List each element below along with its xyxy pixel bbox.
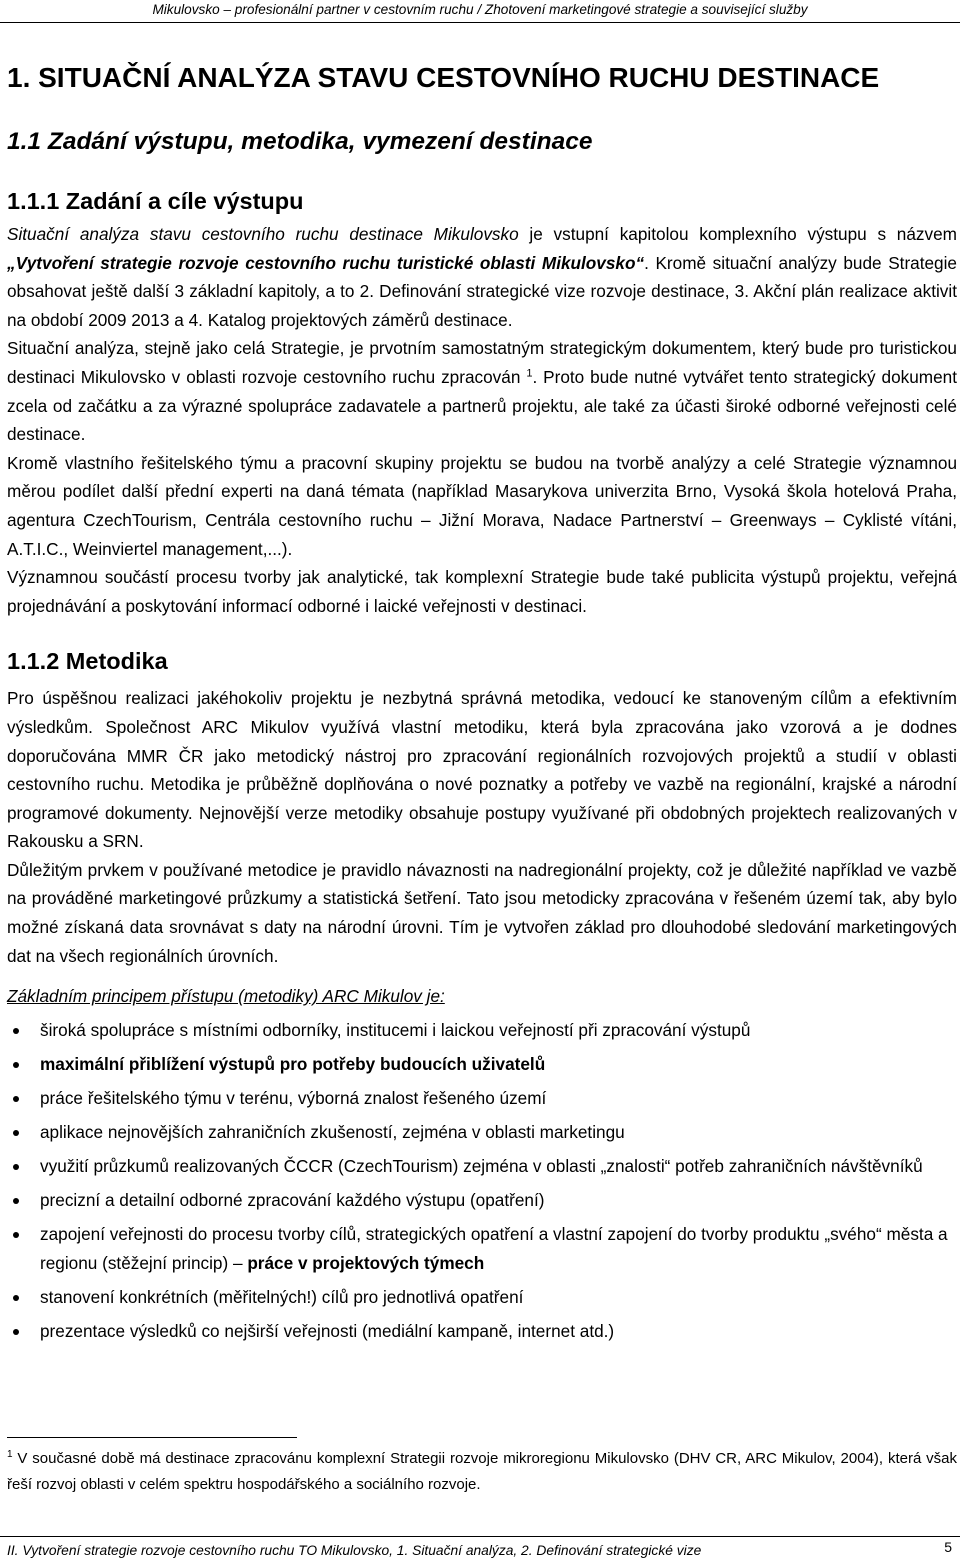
list-item-text: práce řešitelského týmu v terénu, výborná znalost řešeného území [40,1088,547,1109]
bullet-icon [13,1198,19,1204]
bullet-icon [13,1062,19,1068]
chapter-heading: 1. SITUAČNÍ ANALÝZA STAVU CESTOVNÍHO RUCHU DESTINACE [7,62,880,93]
paragraph-text: Situační analýza, stejně jako celá Strategie, je prvotním samostatným strategickým dokumentem, který bude pro turistickou destinaci Mikulovsko v oblasti rozvoje cestovního ruchu zpracován [7,338,957,387]
paragraph-navaznost: Důležitým prvkem v používané metodice je pravidlo návaznosti na nadregionální projekty, což je důležité například ve vazbě na prováděné marketingové průzkumy a statistická šetření. Tato jsou metodicky zpracována v řešeném území tak, aby bylo možné získaná data srovnávat s daty na národní úrovni. Tím je vytvořen základ pro dlouhodobé sledování marketingových dat na všech regionálních úrovních. [7,859,957,966]
page-content [7,60,957,1351]
list-item [7,1050,957,1079]
paragraph-publicity: Významnou součástí procesu tvorby jak analytické, tak komplexní Strategie bude také publicita výstupů projektu, veřejná projednávání a poskytování informací odborné i laické veřejnosti v destinaci. [7,567,957,616]
intro-text-continued: . Kromě situační analýzy bude Strategie obsahovat ještě další 3 základní kapitoly, a to 2. Definování strategické vize rozvoje destinace, 3. Akční plán realizace aktivit na období 2009 2013 a 4. Katalog projektových záměrů destinace. [7,252,957,330]
section-heading: 1.1 Zadání výstupu, metodika, vymezení destinace [7,128,593,155]
list-item [7,1152,957,1181]
intro-italic-text: Situační analýza stavu cestovního ruchu destinace Mikulovsko [7,224,519,244]
paragraph-text-continued: . Proto bude nutné vytvářet tento strategický dokument zcela od začátku a za výrazné spolupráce zadavatele a partnerů projektu, ale také za účasti široké odborné veřejnosti celé destinace. [7,366,957,445]
running-header: Mikulovsko – profesionální partner v cestovním ruchu / Zhotovení marketingové strategie a související služby [152,2,808,17]
bullet-icon [13,1295,19,1301]
list-item-bold-text: práce v projektových týmech [247,1252,485,1273]
list-item [7,1118,957,1147]
list-item [7,1220,957,1277]
list-item-text: využití průzkumů realizovaných ČCCR (CzechTourism) zejména v oblasti „znalosti“ potřeb zahraničních návštěvníků [40,1156,923,1177]
paragraph-situacni-analyza [7,334,957,448]
list-item-text: maximální přiblížení výstupů pro potřeby budoucích uživatelů [40,1054,546,1075]
bullet-icon [13,1329,19,1335]
paragraph-intro [7,220,957,334]
strategy-title-text: „Vytvoření strategie rozvoje cestovního ruchu turistické oblasti Mikulovsko“ [7,252,645,273]
bullet-icon [13,1130,19,1136]
page-number: 5 [944,1539,952,1555]
header-divider [0,22,960,23]
bullet-icon [13,1096,19,1102]
list-item-text: precizní a detailní odborné zpracování každého výstupu (opatření) [40,1190,545,1211]
list-item-text: zapojení veřejnosti do procesu tvorby cílů, strategických opatření a vlastní zapojení do tvorby produktu „svého“ města a regionu (stěžejní princip) – [40,1224,948,1273]
footnote [7,1446,957,1498]
subsection-heading-zadani: 1.1.1 Zadání a cíle výstupu [7,188,304,214]
footnote-mark: 1 [7,1449,13,1460]
list-item [7,1016,957,1045]
list-item [7,1283,957,1312]
list-item [7,1186,957,1215]
list-item-text: stanovení konkrétních (měřitelných!) cílů pro jednotlivá opatření [40,1286,524,1307]
footnote-reference[interactable]: 1 [526,367,533,380]
paragraph-metodika: Pro úspěšnou realizaci jakéhokoliv projektu je nezbytná správná metodika, vedoucí ke stanoveným cílům a efektivním výsledkům. Společnost ARC Mikulov využívá vlastní metodiku, která byla zpracována jako vzorová a je dodnes doporučována MMR ČR jako metodický nástroj pro zpracování regionálních rozvojových projektů a studií v oblasti cestovního ruchu. Metodika je průběžně doplňována o nové poznatky a potřeby ve vazbě na regionální, krajské a národní programové dokumenty. Nejnovější verze metodiky obsahuje postupy využívané při obdobných projektech realizovaných v Rakousku a SRN. [7,688,957,852]
subsection-heading-metodika: 1.1.2 Metodika [7,648,168,675]
bullet-icon [13,1164,19,1170]
principles-list [7,1016,957,1345]
running-footer: II. Vytvoření strategie rozvoje cestovního ruchu TO Mikulovsko, 1. Situační analýza, 2. Definování strategické vize [7,1543,702,1558]
principles-heading: Základním principem přístupu (metodiky) ARC Mikulov je: [7,986,445,1007]
intro-text: je vstupní kapitolou komplexního výstupu s názvem [518,224,957,244]
list-item-text: široká spolupráce s místními odborníky, institucemi i laickou veřejností při zpracování výstupů [40,1020,751,1041]
bullet-icon [13,1028,19,1034]
list-item [7,1317,957,1346]
list-item-text: aplikace nejnovějších zahraničních zkušeností, zejména v oblasti marketingu [40,1122,625,1143]
paragraph-experts: Kromě vlastního řešitelského týmu a pracovní skupiny projektu se budou na tvorbě analýzy a celé Strategie významnou měrou podílet další přední experti na daná témata (například Masarykova univerzita Brno, Vysoká škola hotelová Praha, agentura CzechTourism, Centrála cestovního ruchu – Jižní Morava, Nadace Partnerství – Greenways – Cyklisté vítáni, A.T.I.C., Weinviertel management,...). [7,452,957,559]
list-item [7,1084,957,1113]
footnote-text: V současné době má destinace zpracovánu komplexní Strategii rozvoje mikroregionu Mikulovsko (DHV CR, ARC Mikulov, 2004), která však řeší rozvoj oblasti v celém spektru hospodářského a sociálního rozvoje. [7,1450,957,1493]
list-item-text: prezentace výsledků co nejširší veřejnosti (mediální kampaně, internet atd.) [40,1320,615,1341]
footer-divider [0,1536,960,1537]
bullet-icon [13,1232,19,1238]
footnote-divider [7,1437,297,1438]
